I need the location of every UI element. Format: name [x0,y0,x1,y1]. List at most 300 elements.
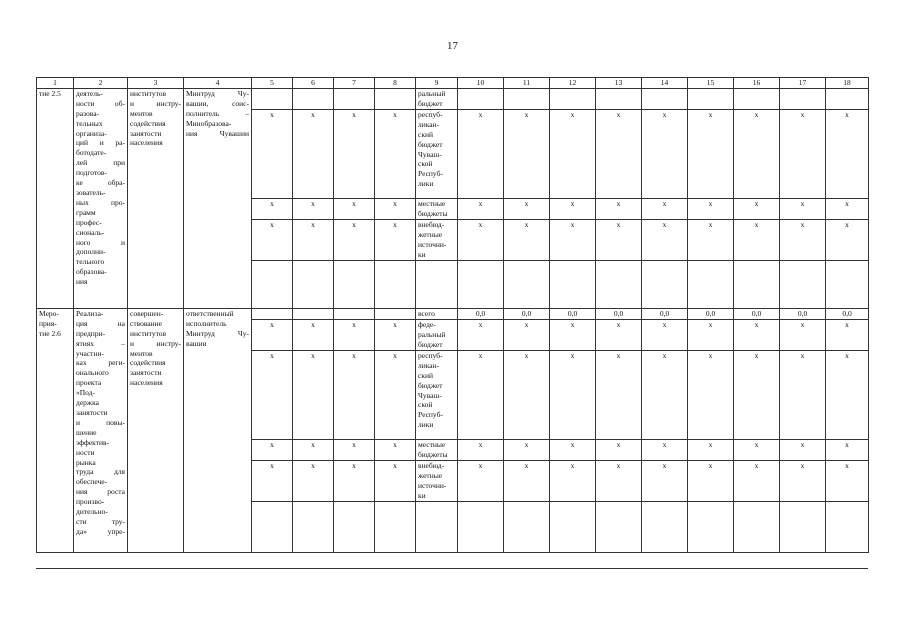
value-cell [458,219,504,260]
column-number: 13 [596,78,642,89]
x-mark: x [845,109,849,119]
x-mark: x [352,198,356,208]
x-mark: x [616,460,621,470]
executor-cell [184,308,252,552]
value-cell [780,501,826,552]
x-mark: x [478,319,483,329]
text-line: ке обра- [76,178,125,188]
x-mark: x [352,350,356,360]
value-cell [458,109,504,198]
text-line: Чуваш- [418,390,442,400]
value-cell [334,319,375,350]
funding-source-cell [416,219,458,260]
x-mark: x [754,198,759,208]
value-cell [688,219,734,260]
x-mark: x [616,219,621,229]
x-mark: x [708,198,713,208]
x-mark: x [270,439,274,449]
value-cell [780,109,826,198]
text-line: обеспече- [76,477,108,487]
x-mark: x [270,460,274,470]
value-cell [504,219,550,260]
text-line: лей при [76,158,125,168]
x-mark: x [478,109,483,119]
funding-source-cell [416,439,458,460]
value-cell [826,198,869,219]
zero-value: 0,0 [751,308,762,318]
value-cell [780,260,826,308]
value-cell [826,109,869,198]
text-line: дополни- [76,247,106,257]
text-line: Чуваш- [418,149,442,159]
value-cell [826,439,869,460]
value-cell [596,319,642,350]
value-cell [688,439,734,460]
value-cell [458,439,504,460]
x-mark: x [662,198,667,208]
text-line: дительно- [76,507,108,517]
value-cell [550,260,596,308]
text-line: ской [418,159,433,169]
x-mark: x [845,439,849,449]
text-line: грамм [76,207,96,217]
zero-value: 0,0 [613,308,624,318]
value-cell [334,198,375,219]
text-line: ментов [130,348,153,358]
text-line: участни- [76,348,104,358]
value-cell [826,319,869,350]
text-line: бюджет [418,98,443,108]
text-line: занятости [130,368,162,378]
value-cell [550,501,596,552]
text-line: и инстру- [130,98,181,108]
value-cell [293,198,334,219]
value-cell [458,350,504,439]
x-mark: x [270,219,274,229]
text-line: полнитель – [186,108,249,118]
value-cell [734,350,780,439]
x-mark: x [662,439,667,449]
x-mark: x [708,350,713,360]
text-line: бюджет [418,339,443,349]
text-line: тельного [76,257,105,267]
value-cell [826,308,869,319]
text-line: подготов- [76,168,107,178]
zero-value: 0,0 [797,308,808,318]
x-mark: x [662,460,667,470]
value-cell [596,198,642,219]
text-line: деятель- [76,88,103,98]
value-cell [642,439,688,460]
value-cell [550,439,596,460]
text-line: населения [130,378,163,388]
x-mark: x [393,439,397,449]
text-line: предпри- [76,328,106,338]
value-cell [688,198,734,219]
value-cell [293,460,334,501]
value-cell [550,219,596,260]
text-line: лики [418,179,434,189]
value-cell [688,88,734,109]
text-line: бюджеты [418,208,448,218]
funding-source-cell [416,260,458,308]
value-cell [375,350,416,439]
zero-value: 0,0 [705,308,716,318]
measure-title-cell [74,308,128,552]
x-mark: x [616,319,621,329]
x-mark: x [393,109,397,119]
x-mark: x [524,439,529,449]
column-number: 14 [642,78,688,89]
value-cell [688,350,734,439]
text-line: ской [418,400,433,410]
value-cell [504,319,550,350]
text-line: тие 2.5 [39,88,61,98]
text-line: онального [76,368,109,378]
x-mark: x [708,219,713,229]
column-number: 2 [74,78,128,89]
x-mark: x [754,319,759,329]
x-mark: x [478,350,483,360]
value-cell [642,308,688,319]
text-line: шение [76,427,97,437]
x-mark: x [800,439,805,449]
value-cell [334,439,375,460]
text-line: респуб- [418,350,443,360]
value-cell [252,439,293,460]
x-mark: x [524,350,529,360]
text-line: Респуб- [418,169,443,179]
text-line: проекта [76,378,102,388]
value-cell [596,460,642,501]
zero-value: 0,0 [567,308,578,318]
x-mark: x [524,109,529,119]
value-cell [504,501,550,552]
text-line: «Под- [76,388,96,398]
x-mark: x [616,439,621,449]
value-cell [550,350,596,439]
x-mark: x [478,460,483,470]
column-number: 16 [734,78,780,89]
text-line: вашии [186,338,207,348]
x-mark: x [524,460,529,470]
value-cell [734,109,780,198]
executor-cell [184,88,252,308]
x-mark: x [352,319,356,329]
text-line: бюджет [418,139,443,149]
value-cell [780,460,826,501]
value-cell [642,219,688,260]
value-cell [596,109,642,198]
x-mark: x [352,219,356,229]
x-mark: x [524,219,529,229]
value-cell [780,350,826,439]
column-number: 3 [128,78,184,89]
value-cell [688,308,734,319]
text-line: сиональ- [76,227,105,237]
value-cell [734,198,780,219]
text-line: Респуб- [418,410,443,420]
text-line: содействия [130,358,166,368]
value-cell [504,109,550,198]
value-cell [252,260,293,308]
funding-source-cell [416,350,458,439]
x-mark: x [393,460,397,470]
x-mark: x [311,109,315,119]
x-mark: x [708,439,713,449]
x-mark: x [311,350,315,360]
zero-value: 0,0 [659,308,670,318]
value-cell [458,198,504,219]
zero-value: 0,0 [475,308,486,318]
x-mark: x [570,350,575,360]
value-cell [375,260,416,308]
table-row [37,88,869,109]
text-line: бюджеты [418,449,448,459]
column-number: 11 [504,78,550,89]
text-line: ция на [76,318,125,328]
text-line: тие 2.6 [39,328,61,338]
value-cell [252,198,293,219]
text-line: ния Чувашии [186,128,249,138]
x-mark: x [270,319,274,329]
value-cell [458,501,504,552]
text-line: сти тру- [76,516,125,526]
x-mark: x [754,460,759,470]
x-mark: x [352,439,356,449]
text-line: ности [76,447,95,457]
x-mark: x [352,109,356,119]
text-line: прия- [39,318,57,328]
value-cell [293,439,334,460]
value-cell [252,350,293,439]
text-line: местные [418,439,446,449]
text-line: институтов [130,328,167,338]
text-line: Минобразова- [186,118,232,128]
value-cell [375,88,416,109]
x-mark: x [570,319,575,329]
text-line: Реализа- [76,308,104,318]
value-cell [334,260,375,308]
zero-value: 0,0 [521,308,532,318]
value-cell [688,319,734,350]
value-cell [252,219,293,260]
value-cell [504,460,550,501]
text-line: Минтруд Чу- [186,88,249,98]
column-number: 8 [375,78,416,89]
value-cell [596,350,642,439]
text-line: лики [418,420,434,430]
text-line: тельных [76,118,103,128]
x-mark: x [478,219,483,229]
x-mark: x [393,319,397,329]
x-mark: x [570,439,575,449]
text-line: и повы- [76,417,125,427]
x-mark: x [616,109,621,119]
x-mark: x [845,350,849,360]
text-line: Меро- [39,308,59,318]
x-mark: x [662,350,667,360]
value-cell [734,439,780,460]
x-mark: x [800,319,805,329]
x-mark: x [524,198,529,208]
value-cell [252,319,293,350]
funding-source-cell [416,198,458,219]
value-cell [375,198,416,219]
text-line: источни- [418,239,447,249]
text-line: ного и [76,237,125,247]
text-line: ных про- [76,197,125,207]
value-cell [642,501,688,552]
x-mark: x [570,109,575,119]
text-line: феде- [418,319,436,329]
x-mark: x [393,198,397,208]
value-cell [252,308,293,319]
value-cell [293,109,334,198]
value-cell [293,260,334,308]
text-line: местные [418,198,446,208]
text-line: институтов [130,88,167,98]
text-line: внебюд- [418,460,445,470]
value-cell [642,198,688,219]
value-cell [642,260,688,308]
text-line: профес- [76,217,102,227]
text-line: жетные [418,470,443,480]
text-line: ральный [418,329,446,339]
x-mark: x [845,198,849,208]
task-cell [128,308,184,552]
value-cell [504,439,550,460]
value-cell [734,308,780,319]
value-cell [780,308,826,319]
text-line: ский [418,370,433,380]
x-mark: x [270,198,274,208]
text-line: ответственный [186,308,234,318]
text-line: ликан- [418,360,440,370]
value-cell [734,319,780,350]
x-mark: x [393,350,397,360]
value-cell [642,350,688,439]
value-cell [780,439,826,460]
measure-title-cell [74,88,128,308]
text-line: ки [418,490,426,500]
measure-cell [37,88,74,308]
x-mark: x [845,319,849,329]
value-cell [688,460,734,501]
value-cell [550,109,596,198]
value-cell [293,350,334,439]
value-cell [504,308,550,319]
x-mark: x [478,439,483,449]
value-cell [375,460,416,501]
value-cell [458,88,504,109]
text-line: ствование [130,318,162,328]
value-cell [334,219,375,260]
value-cell [826,501,869,552]
value-cell [334,88,375,109]
value-cell [826,350,869,439]
x-mark: x [570,460,575,470]
value-cell [642,109,688,198]
column-number: 5 [252,78,293,89]
value-cell [252,501,293,552]
column-number: 7 [334,78,375,89]
value-cell [375,308,416,319]
x-mark: x [754,350,759,360]
x-mark: x [270,350,274,360]
text-line: держка [76,398,99,408]
value-cell [734,219,780,260]
value-cell [596,88,642,109]
x-mark: x [800,219,805,229]
text-line: занятости [76,407,108,417]
x-mark: x [662,109,667,119]
text-line: Минтруд Чу- [186,328,249,338]
value-cell [504,88,550,109]
header-row [37,78,869,89]
x-mark: x [478,198,483,208]
value-cell [780,219,826,260]
column-number: 15 [688,78,734,89]
value-cell [334,109,375,198]
value-cell [375,219,416,260]
value-cell [642,460,688,501]
value-cell [688,501,734,552]
text-line: респуб- [418,109,443,119]
value-cell [504,350,550,439]
value-cell [734,88,780,109]
x-mark: x [616,198,621,208]
zero-value: 0,0 [842,308,852,318]
value-cell [734,260,780,308]
text-line: организа- [76,128,107,138]
value-cell [550,198,596,219]
value-cell [596,308,642,319]
value-cell [375,319,416,350]
text-line: ральный [418,88,446,98]
funding-source-cell [416,308,458,319]
value-cell [550,308,596,319]
x-mark: x [800,460,805,470]
value-cell [780,88,826,109]
text-line: ния [76,277,88,287]
value-cell [550,460,596,501]
x-mark: x [570,219,575,229]
value-cell [458,460,504,501]
text-line: жетные [418,229,443,239]
value-cell [375,109,416,198]
x-mark: x [708,319,713,329]
funding-source-cell [416,319,458,350]
column-number: 17 [780,78,826,89]
value-cell [504,260,550,308]
value-cell [293,88,334,109]
text-line: ках реги- [76,358,125,368]
x-mark: x [270,109,274,119]
value-cell [334,460,375,501]
text-line: ки [418,249,426,259]
x-mark: x [662,319,667,329]
value-cell [596,260,642,308]
value-cell [550,319,596,350]
x-mark: x [570,198,575,208]
value-cell [596,501,642,552]
text-line: труда для [76,467,125,477]
text-line: рынка [76,457,96,467]
x-mark: x [800,350,805,360]
table-row [37,308,869,319]
column-number: 1 [37,78,74,89]
